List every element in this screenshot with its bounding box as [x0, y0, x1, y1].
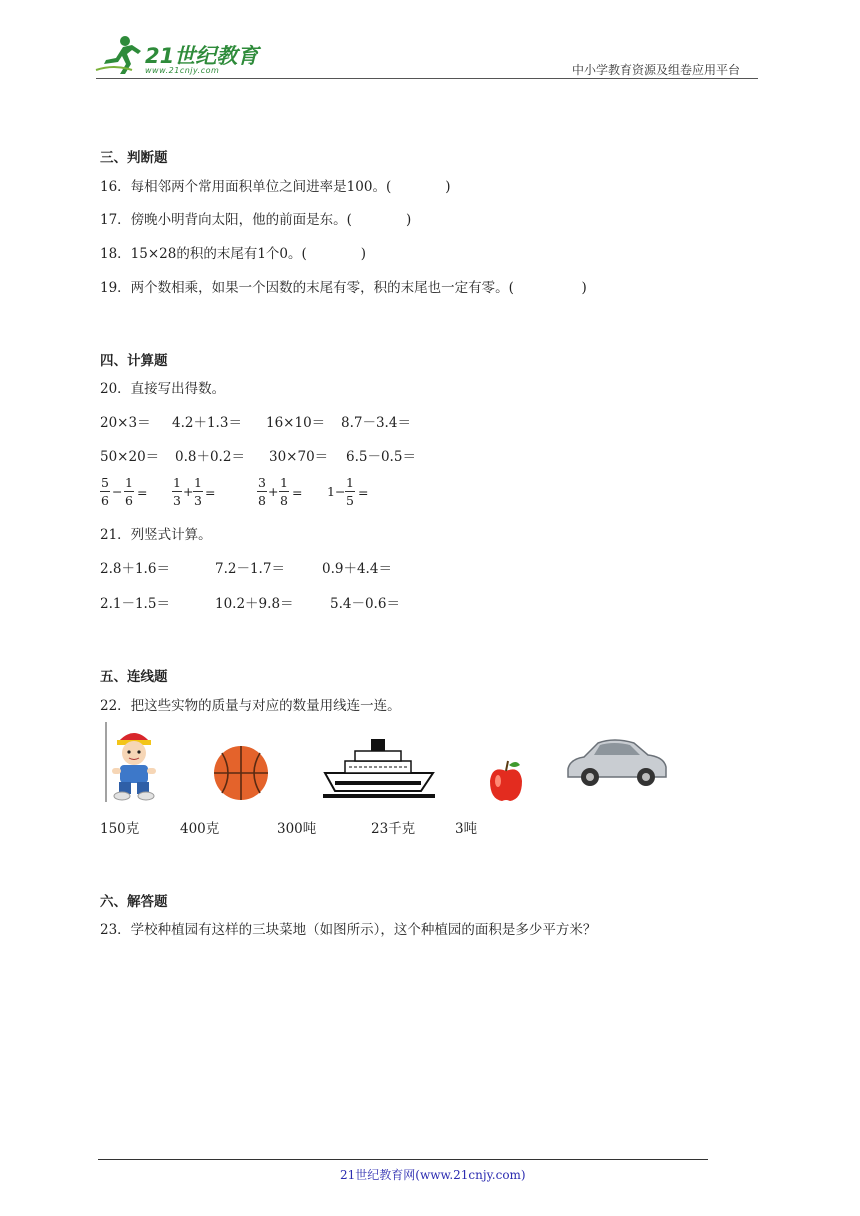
- question-21: 21．列竖式计算。: [100, 527, 212, 543]
- calc-item: 0.9＋4.4＝: [322, 561, 392, 577]
- question-19: 19．两个数相乘，如果一个因数的末尾有零，积的末尾也一定有零。( ): [100, 280, 587, 296]
- calc-item: 16×10＝: [266, 415, 326, 431]
- weight-label: 300吨: [277, 821, 317, 837]
- equals: =: [358, 485, 369, 500]
- question-23: 23．学校种植园有这样的三块菜地（如图所示），这个种植园的面积是多少平方米？: [100, 922, 597, 938]
- weight-label: 23千克: [371, 821, 416, 837]
- question-20: 20．直接写出得数。: [100, 381, 226, 397]
- ship-image: [323, 737, 435, 799]
- section-judge-title: 三、判断题: [100, 150, 168, 166]
- calc-item: 2.1－1.5＝: [100, 596, 170, 612]
- question-18: 18．15×28的积的末尾有1个0。( ): [100, 246, 367, 262]
- apple-image: [486, 759, 526, 803]
- whole-number: 1: [327, 484, 335, 499]
- fraction: 1 3: [173, 475, 181, 508]
- weight-label: 400克: [180, 821, 220, 837]
- basketball-image: [212, 744, 270, 802]
- section-match-title: 五、连线题: [100, 669, 168, 685]
- calc-item: 8.7－3.4＝: [341, 415, 411, 431]
- fraction: 1 3: [194, 475, 202, 508]
- child-doll-image: [104, 722, 162, 802]
- weight-label: 150克: [100, 821, 140, 837]
- fraction: 5 6: [101, 475, 109, 508]
- question-17: 17．傍晚小明背向太阳，他的前面是东。( ): [100, 212, 412, 228]
- question-22: 22．把这些实物的质量与对应的数量用线连一连。: [100, 698, 401, 714]
- weight-label: 3吨: [455, 821, 478, 837]
- calc-item: 30×70＝: [269, 449, 329, 465]
- operator: −: [112, 484, 123, 499]
- car-image: [564, 733, 668, 793]
- calc-item: 20×3＝: [100, 415, 151, 431]
- calc-item: 2.8＋1.6＝: [100, 561, 170, 577]
- equals: =: [137, 485, 148, 500]
- section-calc-title: 四、计算题: [100, 353, 168, 369]
- calc-item: 4.2＋1.3＝: [172, 415, 242, 431]
- operator: +: [268, 484, 279, 499]
- calc-item: 6.5－0.5＝: [346, 449, 416, 465]
- calc-item: 7.2－1.7＝: [215, 561, 285, 577]
- section-answer-title: 六、解答题: [100, 894, 168, 910]
- calc-item: 50×20＝: [100, 449, 160, 465]
- header-right-text: 中小学教育资源及组卷应用平台: [572, 63, 741, 77]
- calc-item: 10.2＋9.8＝: [215, 596, 294, 612]
- fraction: 1 8: [280, 475, 288, 508]
- footer-rule: [98, 1159, 708, 1160]
- logo-text: 21世纪教育: [145, 44, 259, 68]
- fraction: 1 6: [125, 475, 133, 508]
- calc-item: 0.8＋0.2＝: [175, 449, 245, 465]
- equals: =: [292, 485, 303, 500]
- runner-logo-icon: [94, 34, 146, 76]
- footer-text: 21世纪教育网(www.21cnjy.com): [340, 1168, 526, 1182]
- equals: =: [205, 485, 216, 500]
- operator: −: [335, 484, 346, 499]
- fraction: 3 8: [258, 475, 266, 508]
- header-rule: [96, 78, 758, 79]
- question-16: 16．每相邻两个常用面积单位之间进率是100。( ): [100, 179, 451, 195]
- fraction: 1 5: [346, 475, 354, 508]
- calc-item: 5.4－0.6＝: [330, 596, 400, 612]
- logo-url: www.21cnjy.com: [145, 66, 220, 75]
- operator: +: [183, 484, 194, 499]
